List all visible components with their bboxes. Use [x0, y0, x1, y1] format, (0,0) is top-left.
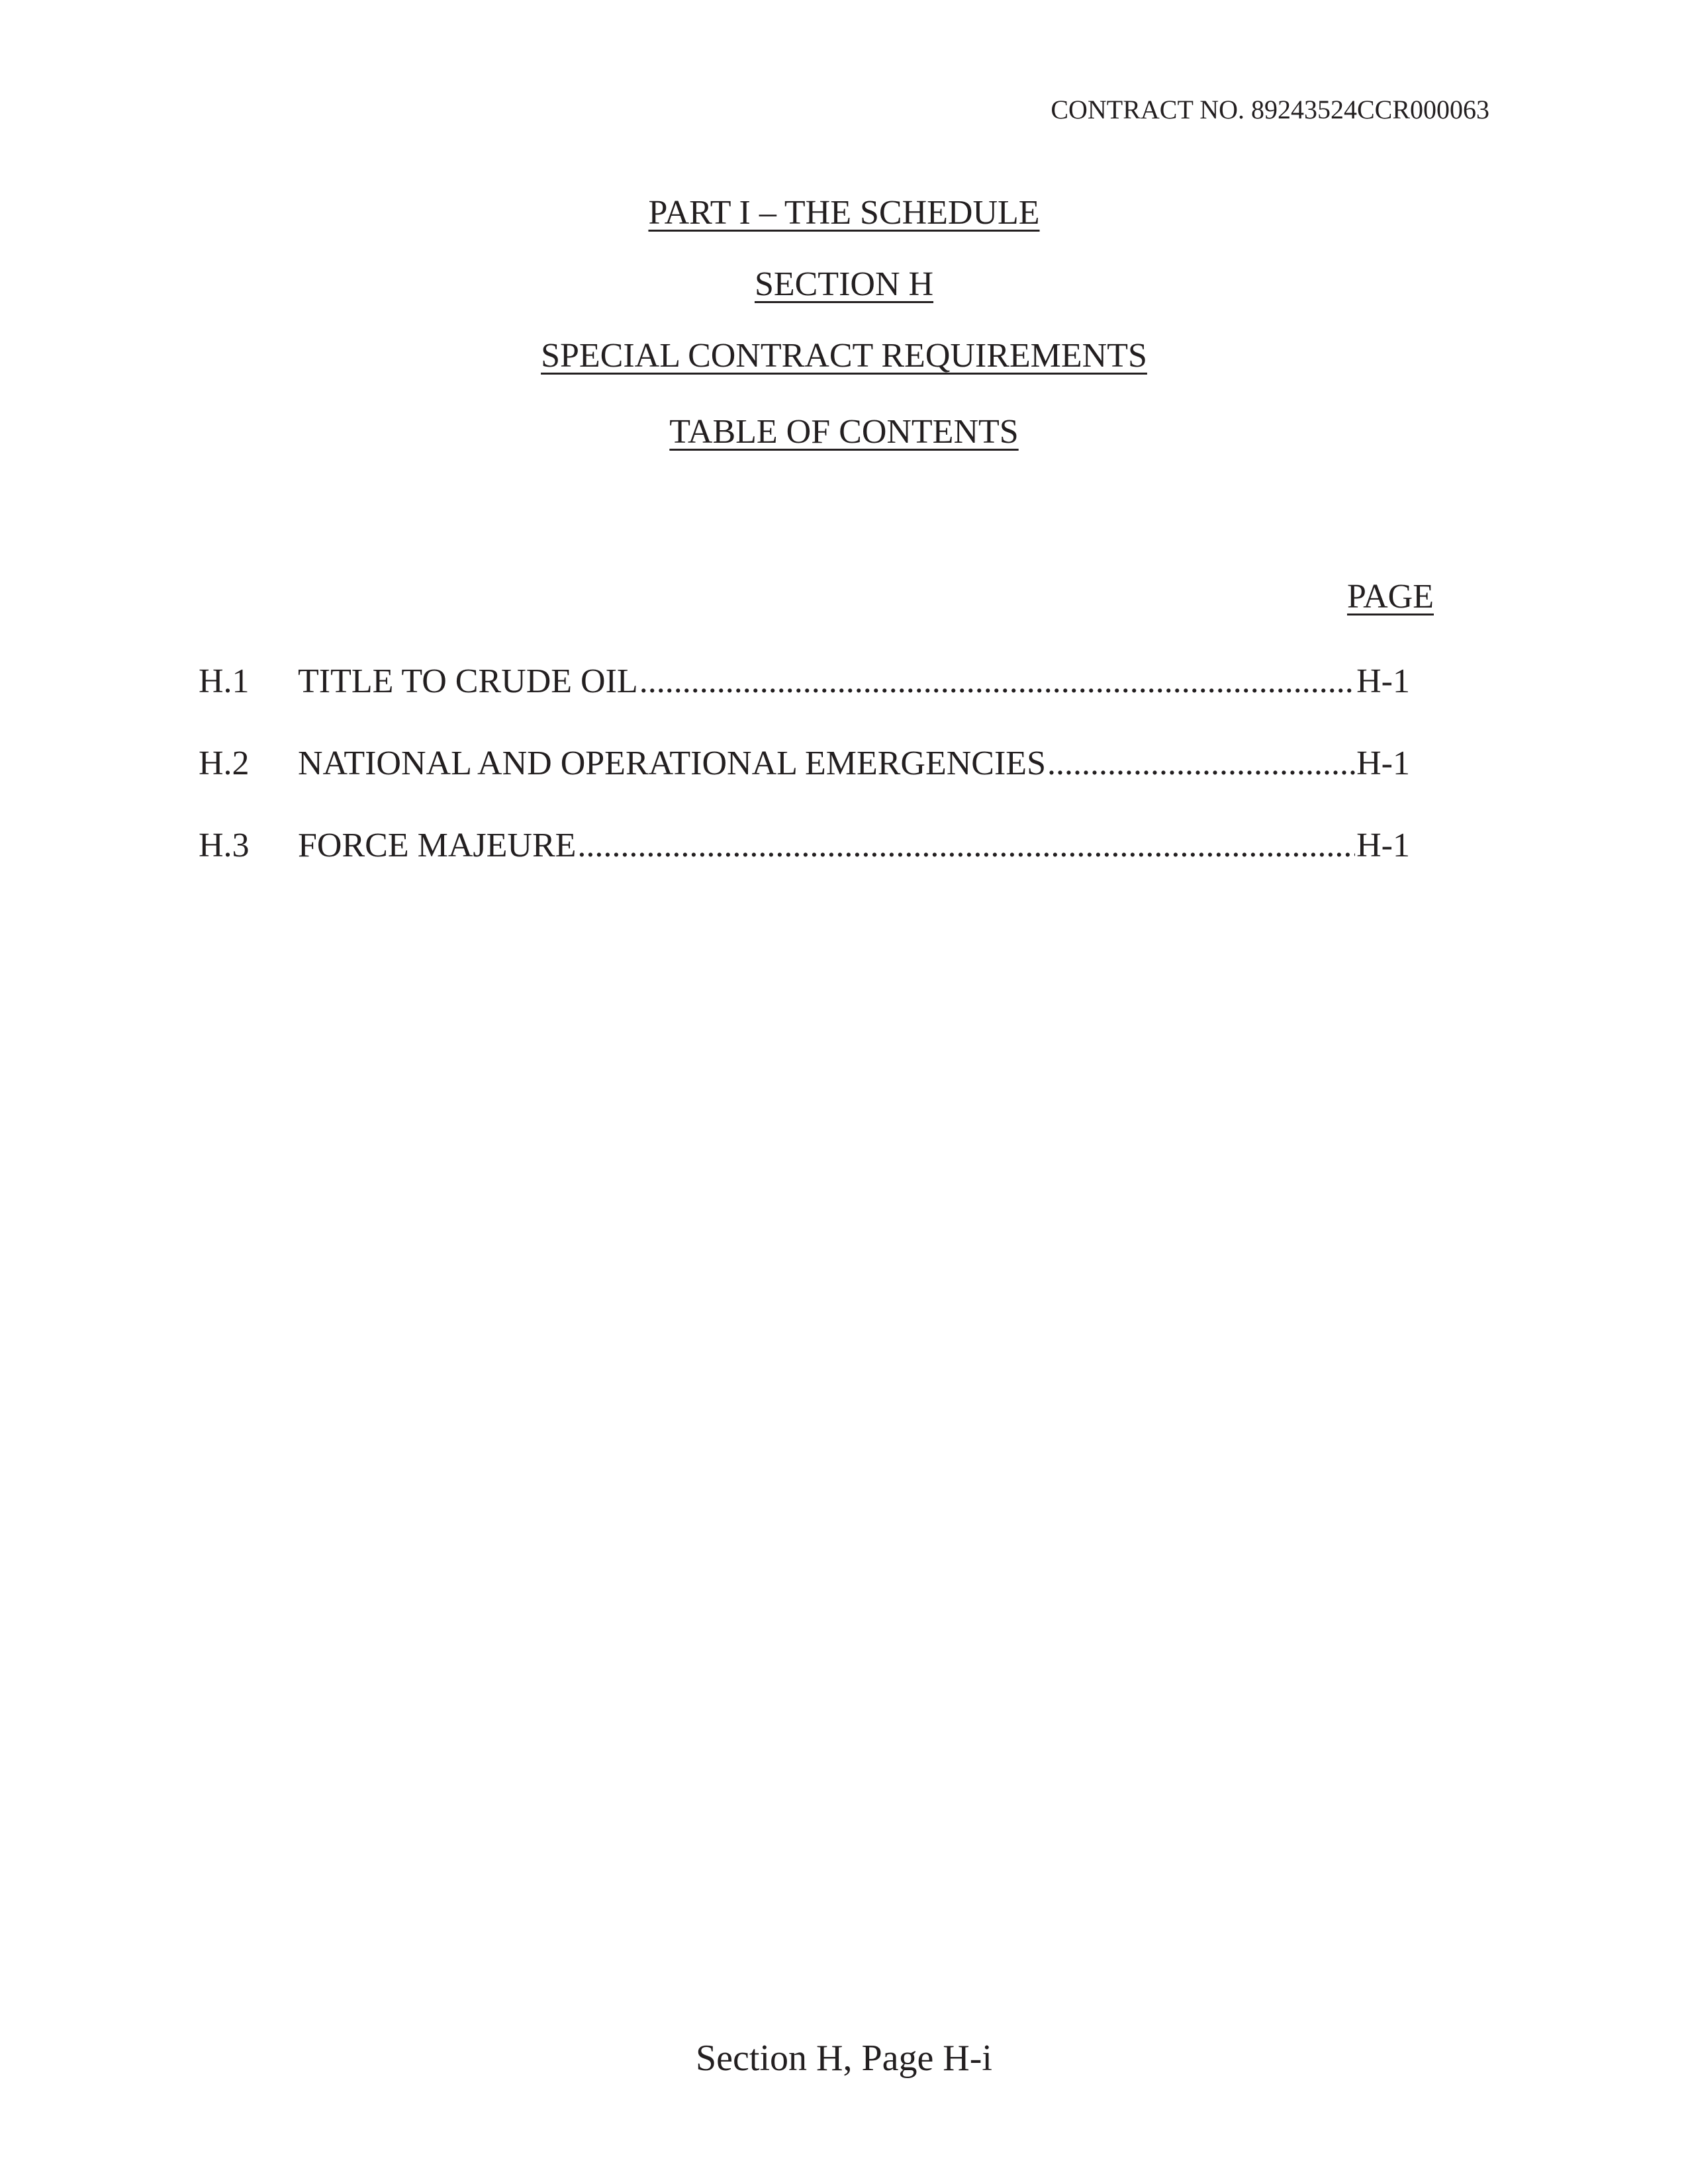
toc-entry-number: H.2	[199, 745, 250, 782]
part-heading	[0, 196, 1688, 230]
toc-heading-text: TABLE OF CONTENTS	[669, 413, 1019, 451]
toc-dot-leader	[1047, 744, 1355, 784]
toc-entry-page[interactable]: H-1	[1356, 745, 1410, 782]
contract-number: CONTRACT NO. 89243524CCR000063	[1051, 95, 1489, 124]
subject-heading	[0, 339, 1688, 373]
toc-entry[interactable]	[199, 662, 1410, 702]
toc-entry[interactable]	[199, 744, 1410, 784]
toc-entry-number: H.3	[199, 827, 250, 864]
toc-entry-title[interactable]: TITLE TO CRUDE OIL	[298, 662, 638, 700]
toc-entry-number: H.1	[199, 662, 250, 700]
toc-entry-line	[298, 826, 1410, 866]
page-footer: Section H, Page H-i	[696, 2038, 992, 2079]
toc-entry-title[interactable]: NATIONAL AND OPERATIONAL EMERGENCIES	[298, 745, 1046, 782]
toc-entry[interactable]	[199, 826, 1410, 866]
toc-entry-title[interactable]: FORCE MAJEURE	[298, 827, 577, 864]
toc-heading	[0, 415, 1688, 449]
toc-dot-leader	[577, 826, 1355, 866]
section-heading-text: SECTION H	[754, 265, 934, 303]
part-heading-text: PART I – THE SCHEDULE	[648, 194, 1040, 232]
subject-heading-text: SPECIAL CONTRACT REQUIREMENTS	[541, 337, 1147, 375]
toc-entry-page[interactable]: H-1	[1356, 662, 1410, 700]
toc-entry-line	[298, 744, 1410, 784]
toc-dot-leader	[639, 662, 1355, 702]
toc-entry-page[interactable]: H-1	[1356, 827, 1410, 864]
section-heading	[0, 267, 1688, 302]
page-column-label: PAGE	[1346, 578, 1434, 615]
toc-entry-line	[298, 662, 1410, 702]
